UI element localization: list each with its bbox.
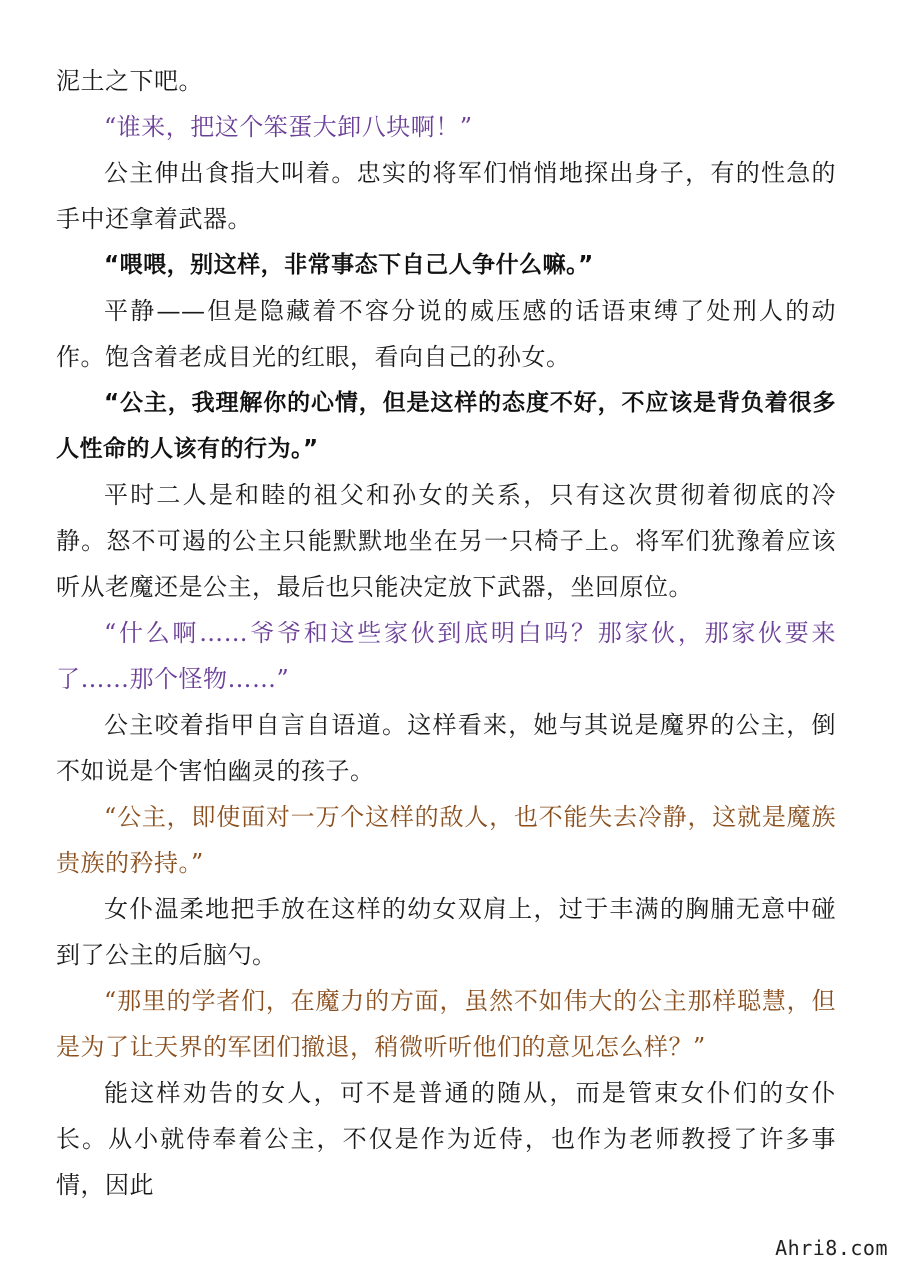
watermark: Ahri8.com [775,1236,888,1260]
paragraph-1: 泥土之下吧。 [56,67,203,95]
paragraph-13: 能这样劝告的女人，可不是普通的随从，而是管束女仆们的女仆长。从小就侍奉着公主，不仅是作为近侍，也作为老师教授了许多事情，因此 [56,1079,836,1199]
paragraph-7: 平时二人是和睦的祖父和孙女的关系，只有这次贯彻着彻底的冷静。怒不可遏的公主只能默默地坐在另一只椅子上。将军们犹豫着应该听从老魔还是公主，最后也只能决定放下武器，坐回原位。 [56,481,836,601]
document-body [56,58,836,1208]
dialogue-elder-2: “公主，我理解你的心情，但是这样的态度不好，不应该是背负着很多人性命的人该有的行为。” [56,390,836,462]
dialogue-princess-2: “什么啊……爷爷和这些家伙到底明白吗？那家伙，那家伙要来了……那个怪物……” [56,619,836,693]
dialogue-elder-1: “喂喂，别这样，非常事态下自己人争什么嘛。” [104,252,594,278]
paragraph-5: 平静——但是隐藏着不容分说的威压感的话语束缚了处刑人的动作。饱含着老成目光的红眼，看向自己的孙女。 [56,297,836,371]
paragraph-9: 公主咬着指甲自言自语道。这样看来，她与其说是魔界的公主，倒不如说是个害怕幽灵的孩子。 [56,711,836,785]
dialogue-princess-1: “谁来，把这个笨蛋大卸八块啊！” [104,113,473,141]
paragraph-11: 女仆温柔地把手放在这样的幼女双肩上，过于丰满的胸脯无意中碰到了公主的后脑勺。 [56,895,836,969]
paragraph-3: 公主伸出食指大叫着。忠实的将军们悄悄地探出身子，有的性急的手中还拿着武器。 [56,159,836,233]
dialogue-maid-1: “公主，即使面对一万个这样的敌人，也不能失去冷静，这就是魔族贵族的矜持。” [56,803,836,877]
dialogue-maid-2: “那里的学者们，在魔力的方面，虽然不如伟大的公主那样聪慧，但是为了让天界的军团们撤退，稍微听听他们的意见怎么样？” [56,987,836,1061]
